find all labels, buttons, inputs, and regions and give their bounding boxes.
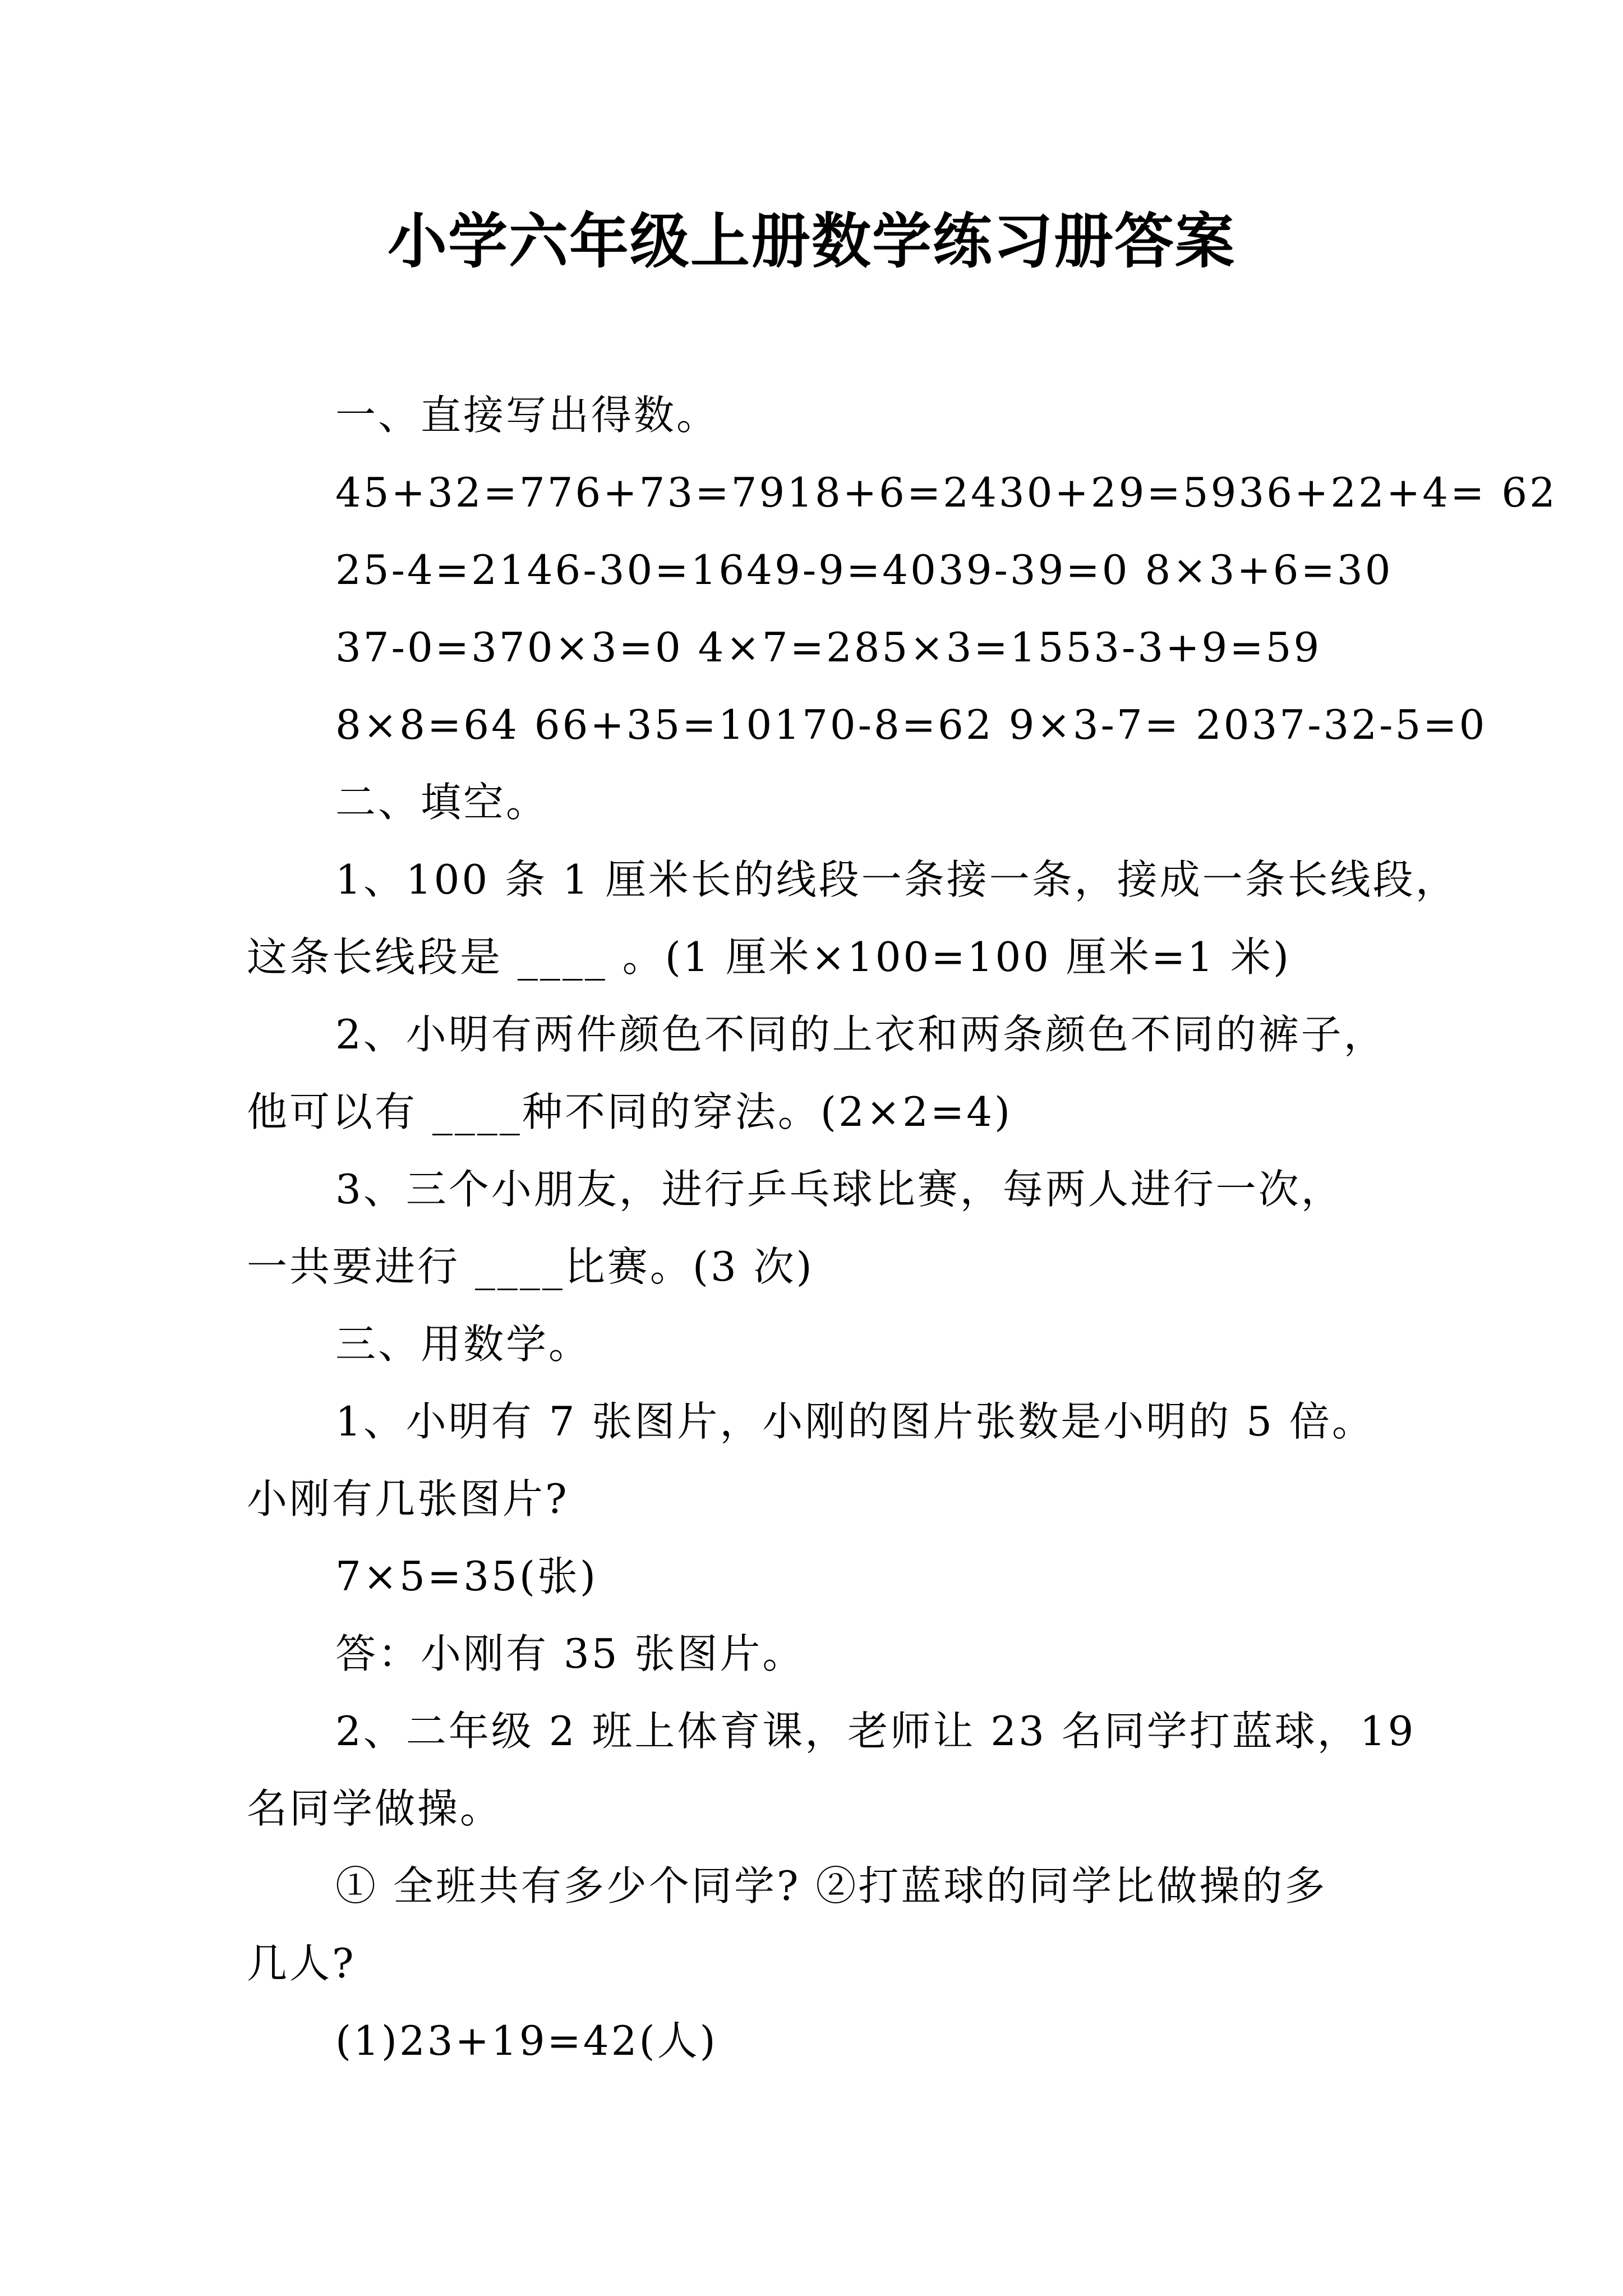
text-line: 这条长线段是 ____ 。(1 厘米×100=100 厘米=1 米) [247, 933, 1292, 981]
text-line: ① 全班共有多少个同学? ②打蓝球的同学比做操的多 [335, 1862, 1327, 1910]
text-line: 答：小刚有 35 张图片。 [335, 1630, 805, 1677]
text-line: 几人? [247, 1940, 356, 1987]
section-heading-3: 三、用数学。 [335, 1320, 592, 1368]
section-heading-1: 一、直接写出得数。 [335, 392, 720, 439]
text-line: 名同学做操。 [247, 1785, 503, 1832]
text-line: 他可以有 ____种不同的穿法。(2×2=4) [247, 1088, 1013, 1135]
text-line: 25-4=2146-30=1649-9=4039-39=0 8×3+6=30 [335, 546, 1393, 593]
text-line: 2、二年级 2 班上体育课，老师让 23 名同学打蓝球，19 [335, 1708, 1416, 1755]
text-line: 一共要进行 ____比赛。(3 次) [247, 1243, 814, 1290]
text-line: 45+32=776+73=7918+6=2430+29=5936+22+4= 62 [335, 469, 1557, 516]
text-line: 8×8=64 66+35=10170-8=62 9×3-7= 2037-32-5=0 [335, 701, 1487, 748]
text-line: 小刚有几张图片? [247, 1475, 569, 1522]
document-title: 小学六年级上册数学练习册答案 [388, 206, 1235, 276]
section-heading-2: 二、填空。 [335, 779, 549, 826]
text-line: (1)23+19=42(人) [335, 2017, 718, 2064]
text-line: 37-0=370×3=0 4×7=285×3=1553-3+9=59 [335, 624, 1322, 671]
text-line: 1、小明有 7 张图片，小刚的图片张数是小明的 5 倍。 [335, 1398, 1375, 1445]
text-line: 7×5=35(张) [335, 1553, 598, 1600]
text-line: 2、小明有两件颜色不同的上衣和两条颜色不同的裤子， [335, 1011, 1386, 1058]
text-line: 1、100 条 1 厘米长的线段一条接一条，接成一条长线段， [335, 856, 1458, 903]
text-line: 3、三个小朋友，进行乒乓球比赛，每两人进行一次， [335, 1166, 1344, 1213]
